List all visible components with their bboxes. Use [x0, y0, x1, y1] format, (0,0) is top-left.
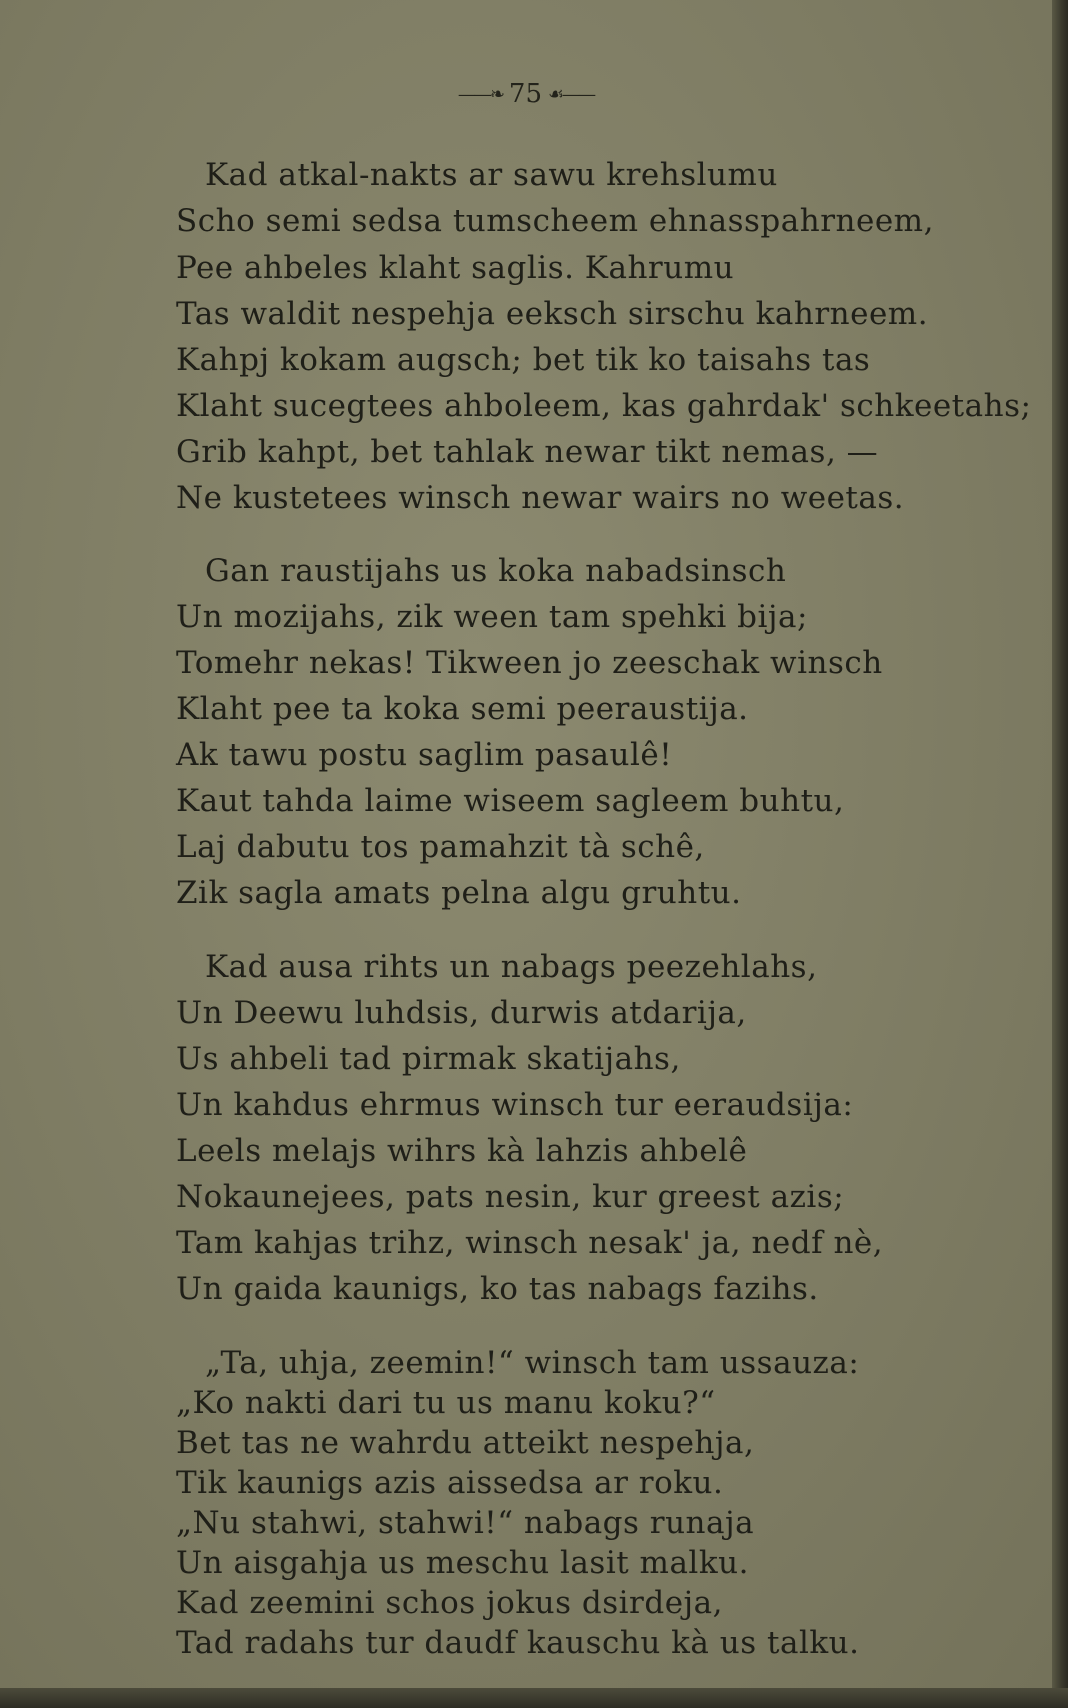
page-bottom-edge	[0, 1688, 1068, 1708]
poem-line: Bet tas ne wahrdu atteikt nespehja,	[176, 1425, 755, 1461]
poem-line: Zik sagla amats pelna algu gruhtu.	[176, 875, 742, 911]
page-header	[0, 78, 1052, 109]
header-ornament-left: ——❧	[457, 83, 503, 105]
poem-line: Us ahbeli tad pirmak skatijahs,	[176, 1041, 681, 1077]
poem-line: Tik kaunigs azis aissedsa ar roku.	[176, 1465, 724, 1501]
poem-line: Gan raustijahs us koka nabadsinsch	[205, 553, 787, 589]
poem-line: Un gaida kaunigs, ko tas nabags fazihs.	[176, 1271, 819, 1307]
poem-line: Grib kahpt, bet tahlak newar tikt nemas, —	[176, 434, 879, 470]
poem-line: Un Deewu luhdsis, durwis atdarija,	[176, 995, 747, 1031]
poem-line: „Ta, uhja, zeemin!“ winsch tam ussauza:	[205, 1345, 860, 1381]
poem-line: Tam kahjas trihz, winsch nesak' ja, nedf nè,	[176, 1225, 884, 1261]
poem-line: Klaht pee ta koka semi peeraustija.	[176, 691, 749, 727]
poem-line: Tad radahs tur daudf kauschu kà us talku.	[176, 1625, 860, 1661]
poem-line: Un mozijahs, zik ween tam spehki bija;	[176, 599, 808, 635]
poem-line: Leels melajs wihrs kà lahzis ahbelê	[176, 1133, 748, 1169]
poem-line: Tas waldit nespehja eeksch sirschu kahrneem.	[176, 296, 929, 332]
book-spine	[1052, 0, 1068, 1708]
poem-line: Ak tawu postu saglim pasaulê!	[176, 737, 673, 773]
poem-line: Klaht sucegtees ahboleem, kas gahrdak' schkeetahs;	[176, 388, 1032, 424]
poem-line: Un aisgahja us meschu lasit malku.	[176, 1545, 749, 1581]
header-ornament-right: ☙——	[548, 83, 595, 105]
poem-line: „Ko nakti dari tu us manu koku?“	[176, 1385, 716, 1421]
poem-line: Kad ausa rihts un nabags peezehlahs,	[205, 949, 818, 985]
poem-line: Un kahdus ehrmus winsch tur eeraudsija:	[176, 1087, 854, 1123]
poem-line: Nokaunejees, pats nesin, kur greest azis;	[176, 1179, 845, 1215]
poem-line: Tomehr nekas! Tikween jo zeeschak winsch	[176, 645, 883, 681]
poem-line: Kahpj kokam augsch; bet tik ko taisahs tas	[176, 342, 871, 378]
poem-line: Scho semi sedsa tumscheem ehnasspahrneem,	[176, 203, 934, 239]
poem-line: Pee ahbeles klaht saglis. Kahrumu	[176, 250, 735, 286]
poem-line: Kaut tahda laime wiseem sagleem buhtu,	[176, 783, 845, 819]
poem-line: Ne kustetees winsch newar wairs no weetas.	[176, 480, 905, 516]
poem-line: Kad atkal-nakts ar sawu krehslumu	[205, 157, 778, 193]
poem-line: Kad zeemini schos jokus dsirdeja,	[176, 1585, 723, 1621]
poem-line: „Nu stahwi, stahwi!“ nabags runaja	[176, 1505, 755, 1541]
poem-line: Laj dabutu tos pamahzit tà schê,	[176, 829, 705, 865]
page-number: 75	[508, 79, 543, 109]
